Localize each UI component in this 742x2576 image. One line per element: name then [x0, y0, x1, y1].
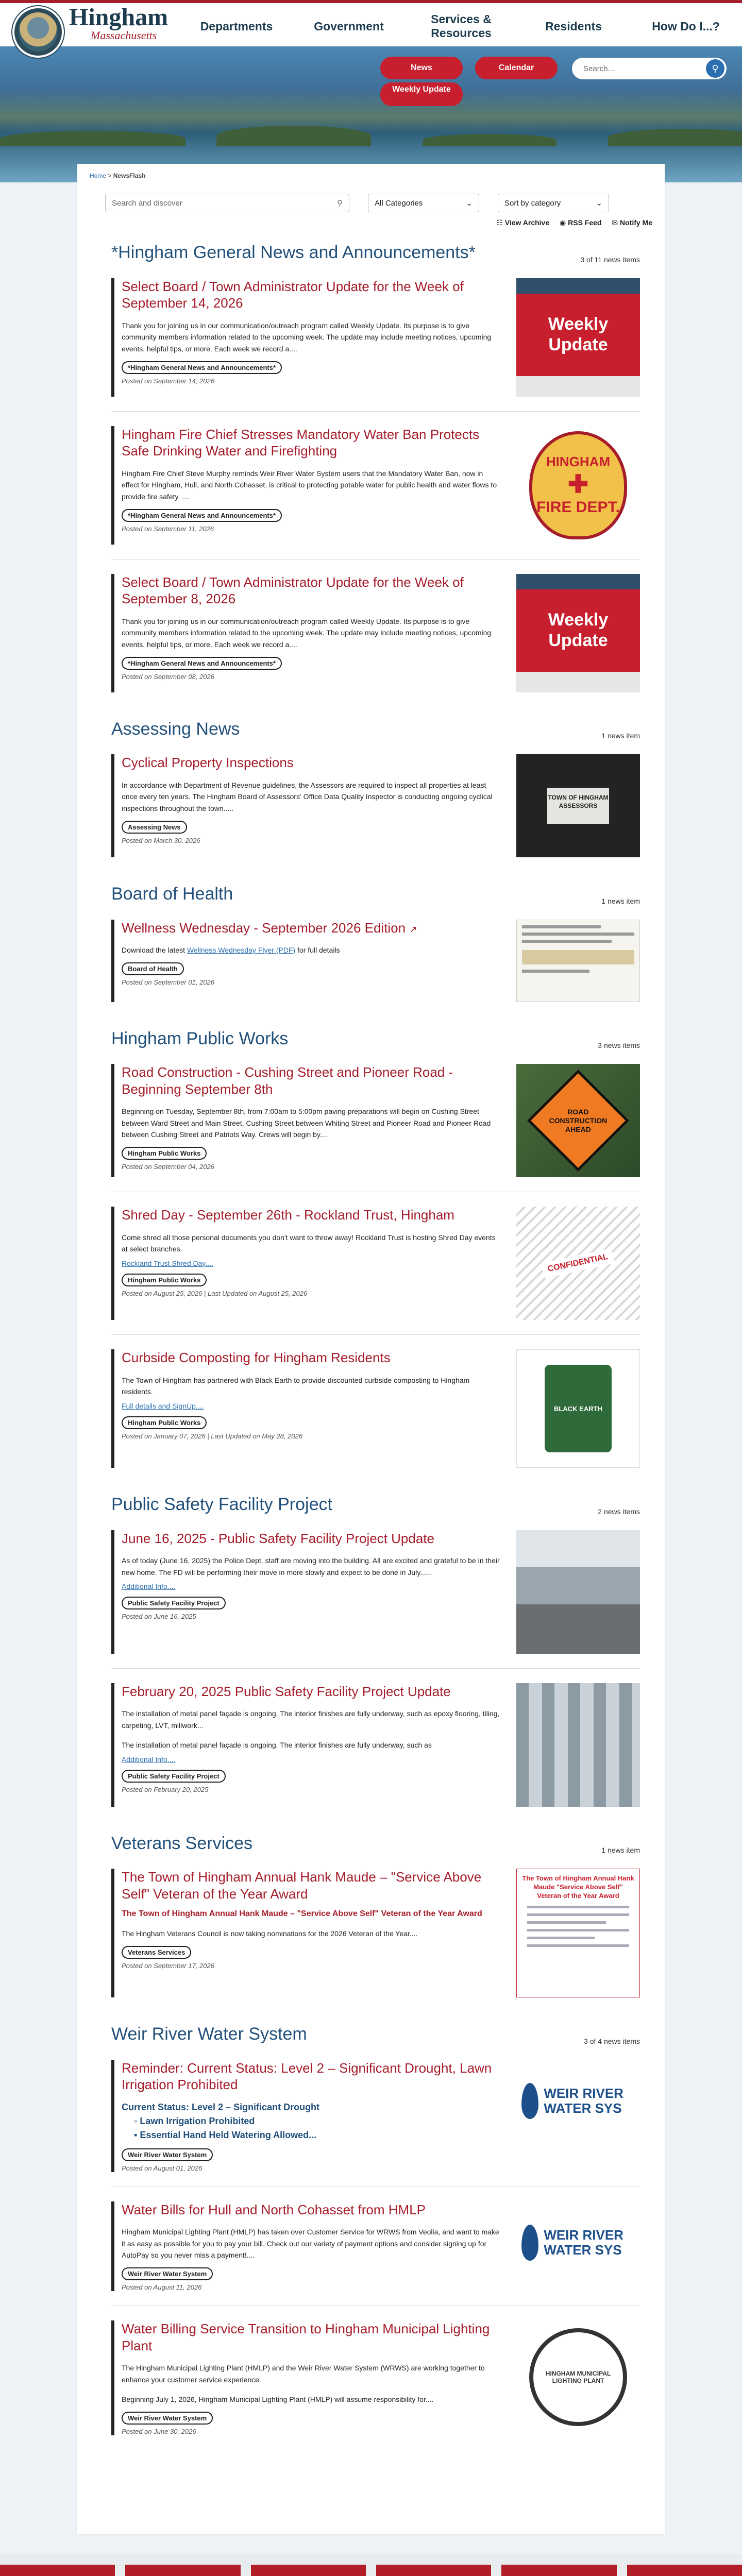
weir-river-logo-thumbnail[interactable]: WEIR RIVER WATER SYS [516, 2060, 640, 2142]
news-item [111, 1869, 640, 1997]
compost-bin-thumbnail[interactable]: BLACK EARTH [516, 1349, 640, 1468]
section-count: 1 news item [601, 1846, 640, 1854]
news-item-body: In accordance with Department of Revenue guidelines, the Assessors are required to inspect all properties at least once every ten years. The Hingham Board of Assessors' Office Data Quality Inspector is conducting ongoing cyclical inspections throughout the town..... [122, 781, 493, 812]
read-more-link[interactable]: Rockland Trust Shred Day.... [122, 1259, 213, 1267]
hero-banner [0, 46, 742, 182]
wellness-flyer-thumbnail[interactable] [516, 920, 640, 1002]
news-search-input[interactable] [105, 194, 349, 212]
section-count: 2 news items [598, 1507, 640, 1516]
news-filters [105, 194, 652, 212]
news-item-body-2: The installation of metal panel façade is ongoing. The interior finishes are fully underway, such as [122, 1741, 432, 1750]
news-section-weir-river [111, 2023, 640, 2435]
section-title[interactable]: Weir River Water System [111, 2024, 307, 2044]
news-item [111, 754, 640, 857]
news-item-subtitle: The Town of Hingham Annual Hank Maude – "Service Above Self" Veteran of the Year Award [122, 1909, 482, 1918]
news-section-public-safety [111, 1494, 640, 1807]
nav-departments[interactable]: Departments [200, 19, 273, 33]
category-tag[interactable]: Public Safety Facility Project [122, 1597, 226, 1609]
news-item-title[interactable]: Wellness Wednesday - September 2026 Edition ↗ [122, 920, 417, 936]
breadcrumb-current: NewsFlash [113, 172, 146, 179]
chevron-down-icon: ⌄ [596, 199, 602, 208]
nav-services-resources[interactable]: Services & Resources [431, 12, 492, 40]
news-item [111, 1064, 640, 1177]
rss-feed-link[interactable]: ◉ RSS Feed [560, 218, 602, 227]
fire-dept-badge-thumbnail[interactable]: HINGHAM ✚ FIRE DEPT. [516, 426, 640, 545]
news-item [111, 1683, 640, 1807]
veteran-award-flyer-thumbnail[interactable]: The Town of Hingham Annual Hank Maude "Service Above Self" Veteran of the Year Award [516, 1869, 640, 1997]
news-item [111, 2060, 640, 2172]
category-select-value: All Categories [375, 198, 423, 208]
site-search-input[interactable] [572, 58, 727, 79]
posted-date: Posted on August 01, 2026 [122, 2164, 203, 2172]
news-tools [90, 218, 652, 227]
news-button[interactable]: News [380, 57, 463, 79]
news-item-title[interactable]: The Town of Hingham Annual Hank Maude – "Service Above Self" Veteran of the Year Award [122, 1869, 482, 1902]
chevron-down-icon: ⌄ [466, 199, 473, 208]
nav-residents[interactable]: Residents [545, 19, 602, 33]
news-section-board-of-health [111, 883, 640, 1002]
news-item-body: Download the latest Wellness Wednesday Flyer (PDF) for full details [122, 946, 340, 954]
breadcrumb: Home > NewsFlash [90, 172, 146, 179]
weekly-update-button[interactable]: Weekly Update [380, 82, 463, 106]
external-link-icon: ↗ [409, 924, 417, 935]
section-title[interactable]: *Hingham General News and Announcements* [111, 243, 476, 262]
additional-info-link[interactable]: Additional Info.... [122, 1582, 176, 1591]
posted-date: Posted on September 11, 2026 [122, 524, 214, 533]
news-item-body: Hingham Fire Chief Steve Murphy reminds Weir River Water System users that the Mandatory Water Ban, now in effect for Hingham, Hull, and North Cohasset, is critical to protecting potable water for public health and water flows to provide fire safety. .... [122, 469, 497, 501]
main-content [77, 164, 665, 2534]
category-tag[interactable]: Weir River Water System [122, 2412, 213, 2425]
news-item-body: The Town of Hingham has partnered with Black Earth to provide discounted curbside composting to Hingham residents. [122, 1376, 470, 1396]
read-more-link[interactable]: Full details and SignUp.... [122, 1401, 204, 1410]
road-sign-thumbnail[interactable]: ROAD CONSTRUCTION AHEAD [516, 1064, 640, 1177]
brand-subtitle: Massachusetts [91, 29, 157, 42]
news-item-body: The Hingham Municipal Lighting Plant (HMLP) and the Weir River Water System (WRWS) are working together to enhance your customer service experience. [122, 2364, 485, 2384]
search-icon[interactable]: ⚲ [337, 199, 343, 208]
posted-date: Posted on September 08, 2026 [122, 672, 214, 681]
shredded-paper-thumbnail[interactable]: CONFIDENTIAL [516, 1207, 640, 1320]
weekly-update-thumbnail[interactable]: Weekly Update [516, 278, 640, 397]
news-item-title[interactable]: Water Bills for Hull and North Cohasset from HMLP [122, 2201, 426, 2217]
section-title[interactable]: Veterans Services [111, 1833, 253, 1853]
quick-link-assessment-data[interactable] [0, 2565, 115, 2576]
news-item [111, 1349, 640, 1468]
view-archive-link[interactable]: ☷ View Archive [496, 218, 550, 227]
quick-link-building-permits[interactable] [501, 2565, 616, 2576]
quick-link-notify-me[interactable] [125, 2565, 240, 2576]
nav-how-do-i[interactable]: How Do I...? [652, 19, 720, 33]
brand-wordmark[interactable] [69, 5, 168, 41]
news-item-title[interactable]: June 16, 2025 - Public Safety Facility Project Update [122, 1530, 434, 1546]
category-tag[interactable]: Public Safety Facility Project [122, 1770, 226, 1783]
brand-title: Hingham [69, 4, 168, 31]
news-item-title[interactable]: Select Board / Town Administrator Update for the Week of September 14, 2026 [122, 278, 464, 311]
category-tag[interactable]: Veterans Services [122, 1946, 191, 1959]
notify-me-link[interactable]: ✉ Notify Me [612, 218, 652, 227]
main-nav [180, 3, 742, 49]
category-tag[interactable]: Hingham Public Works [122, 1147, 207, 1160]
news-item-body: As of today (June 16, 2025) the Police Dept. staff are moving into the building. All are excited and grateful to be in their new home. The FD will be performing their move in more slowly and expect to be done in July...... [122, 1556, 500, 1577]
facility-interior-thumbnail[interactable] [516, 1530, 640, 1654]
section-count: 1 news item [601, 732, 640, 740]
weir-river-logo-thumbnail[interactable]: WEIR RIVER WATER SYS [516, 2201, 640, 2284]
facility-construction-thumbnail[interactable] [516, 1683, 640, 1807]
posted-date: Posted on September 04, 2026 [122, 1163, 214, 1171]
assessors-sign-thumbnail[interactable]: TOWN OF HINGHAM ASSESSORS [516, 754, 640, 857]
calendar-button[interactable]: Calendar [475, 57, 558, 79]
posted-date: Posted on August 25, 2026 | Last Updated on August 25, 2026 [122, 1289, 308, 1297]
category-tag[interactable]: Weir River Water System [122, 2148, 213, 2161]
section-count: 3 of 4 news items [584, 2037, 640, 2045]
sort-select[interactable] [498, 194, 609, 212]
category-tag[interactable]: Assessing News [122, 821, 187, 834]
news-section-public-works [111, 1028, 640, 1468]
posted-date: Posted on January 07, 2026 | Last Updated on May 28, 2026 [122, 1432, 303, 1440]
news-item-body: Hingham Municipal Lighting Plant (HMLP) has taken over Customer Service for WRWS from Veolia, and want to make it as easy as possible for you to pay your bill. Check out our variety of payment options and consider signing up for AutoPay so you never miss a payment!.... [122, 2228, 499, 2260]
news-item-title[interactable]: Reminder: Current Status: Level 2 – Significant Drought, Lawn Irrigation Prohibited [122, 2060, 492, 2092]
news-item-title[interactable]: Shred Day - September 26th - Rockland Trust, Hingham [122, 1207, 454, 1223]
search-icon[interactable]: ⚲ [706, 59, 724, 78]
news-item-title[interactable]: Select Board / Town Administrator Update for the Week of September 8, 2026 [122, 574, 464, 606]
category-tag[interactable]: Hingham Public Works [122, 1416, 207, 1429]
category-tag[interactable]: *Hingham General News and Announcements* [122, 361, 282, 374]
hmlp-seal-thumbnail[interactable]: HINGHAM MUNICIPAL LIGHTING PLANT [516, 2320, 640, 2434]
news-item-title[interactable]: Curbside Composting for Hingham Residents [122, 1350, 391, 1365]
news-section-assessing [111, 718, 640, 858]
flyer-pdf-link[interactable]: Wellness Wednesday Flyer (PDF) [187, 946, 296, 954]
news-item [111, 426, 640, 545]
news-section-veterans [111, 1833, 640, 1998]
section-count: 3 news items [598, 1041, 640, 1049]
news-item-title[interactable]: Road Construction - Cushing Street and Pioneer Road - Beginning September 8th [122, 1064, 453, 1097]
category-tag[interactable]: *Hingham General News and Announcements* [122, 657, 282, 670]
news-item-title[interactable]: Water Billing Service Transition to Hingham Municipal Lighting Plant [122, 2321, 490, 2353]
posted-date: Posted on March 30, 2026 [122, 836, 200, 844]
news-item [111, 920, 640, 1002]
news-search-placeholder: Search and discover [112, 198, 182, 208]
posted-date: Posted on September 14, 2026 [122, 377, 214, 385]
quick-link-agendas-minutes[interactable] [251, 2565, 366, 2576]
sort-select-value: Sort by category [504, 198, 561, 208]
section-title[interactable]: Hingham Public Works [111, 1028, 289, 1048]
category-select[interactable] [368, 194, 479, 212]
news-item-title[interactable]: Cyclical Property Inspections [122, 755, 294, 770]
quick-link-online-bill-pay[interactable] [376, 2565, 491, 2576]
additional-info-link[interactable]: Additional Info.... [122, 1755, 176, 1764]
news-item-body: The installation of metal panel façade is ongoing. The interior finishes are fully underway, such as epoxy flooring, tiling, carpeting, LVT, millwork... [122, 1709, 500, 1730]
section-count: 1 news item [601, 896, 640, 905]
posted-date: Posted on June 16, 2025 [122, 1613, 196, 1621]
drought-status-list: Current Status: Level 2 – Significant Drought ◦ Lawn Irrigation Prohibited ▪ Essential Hand Held Watering Allowed... [122, 2102, 320, 2140]
breadcrumb-home[interactable]: Home [90, 172, 107, 179]
news-item [111, 278, 640, 397]
section-title[interactable]: Public Safety Facility Project [111, 1495, 332, 1514]
news-item [111, 2320, 640, 2435]
posted-date: Posted on June 30, 2026 [122, 2428, 196, 2436]
nav-government[interactable]: Government [314, 19, 384, 33]
section-title[interactable]: Assessing News [111, 719, 240, 739]
news-item [111, 1530, 640, 1654]
quick-links-bar [0, 2554, 742, 2576]
posted-date: Posted on August 11, 2026 [122, 2283, 202, 2292]
news-item [111, 2201, 640, 2292]
news-item-title[interactable]: February 20, 2025 Public Safety Facility Project Update [122, 1683, 451, 1699]
site-search-placeholder: Search... [583, 64, 615, 73]
news-section-general [111, 242, 640, 692]
posted-date: Posted on September 01, 2026 [122, 978, 214, 986]
posted-date: Posted on September 17, 2026 [122, 1962, 214, 1970]
quick-link-bids-rfps[interactable] [627, 2565, 742, 2576]
section-title[interactable]: Board of Health [111, 884, 233, 904]
weekly-update-thumbnail[interactable]: Weekly Update [516, 574, 640, 692]
hero-buttons [380, 57, 570, 106]
news-item-body: Come shred all those personal documents you don't want to throw away! Rockland Trust is hosting Shred Day events at select branches. [122, 1233, 496, 1253]
news-item-body: Thank you for joining us in our communication/outreach program called Weekly Update. Its purpose is to give community members information related to the upcoming week. The update may include meeting notices, upcoming events, helpful tips, or more. Each week we record a.... [122, 321, 492, 353]
news-item-body: The Hingham Veterans Council is now taking nominations for the 2026 Veteran of the Year.... [122, 1929, 418, 1938]
town-seal-logo[interactable] [12, 6, 64, 58]
news-item-body: Beginning on Tuesday, September 8th, from 7:00am to 5:00pm paving preparations will begin on Cushing Street between Ward Street and Main Street, Cushing Street between Whiting Street and Pioneer Road and Pioneer Road between Cushing Street and Patriots Way. Crews will begin by.... [122, 1107, 491, 1139]
section-count: 3 of 11 news items [580, 255, 640, 264]
site-header [0, 0, 742, 46]
category-tag[interactable]: Board of Health [122, 962, 184, 975]
news-item-body-2: Beginning July 1, 2026, Hingham Municipal Lighting Plant (HMLP) will assume responsibility for.... [122, 2395, 434, 2404]
posted-date: Posted on February 20, 2025 [122, 1786, 209, 1794]
news-item-title[interactable]: Hingham Fire Chief Stresses Mandatory Water Ban Protects Safe Drinking Water and Firefighting [122, 426, 480, 459]
news-item [111, 1207, 640, 1320]
category-tag[interactable]: *Hingham General News and Announcements* [122, 509, 282, 522]
news-item-body: Thank you for joining us in our communication/outreach program called Weekly Update. Its purpose is to give community members information related to the upcoming week. The update may include meeting notices, upcoming events, helpful tips, or more. Each week we record a.... [122, 617, 492, 649]
news-item [111, 574, 640, 692]
category-tag[interactable]: Hingham Public Works [122, 1274, 207, 1286]
category-tag[interactable]: Weir River Water System [122, 2267, 213, 2280]
